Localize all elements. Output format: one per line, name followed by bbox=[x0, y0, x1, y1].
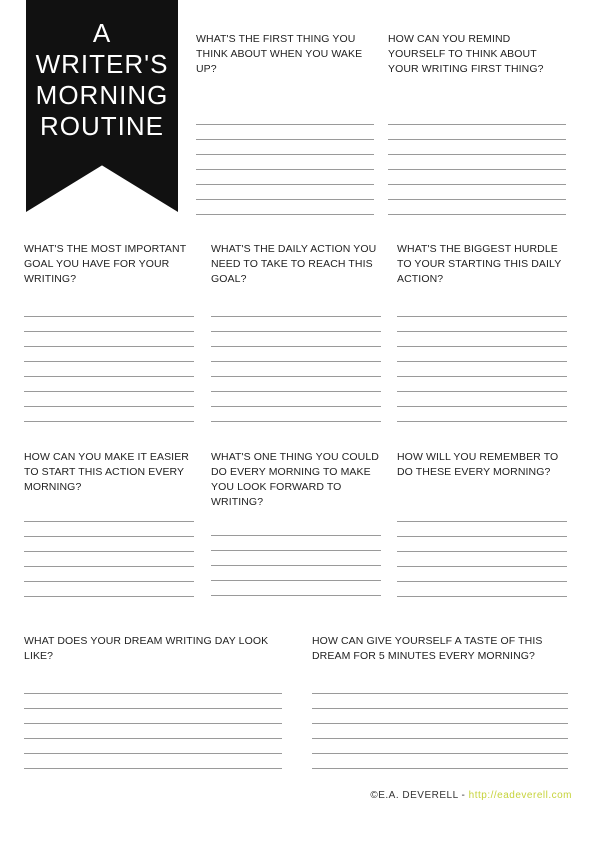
answer-line[interactable] bbox=[24, 582, 194, 597]
page-title: A WRITER'S MORNING ROUTINE bbox=[35, 18, 169, 141]
answer-line[interactable] bbox=[24, 709, 282, 724]
answer-line[interactable] bbox=[211, 551, 381, 566]
question-block bbox=[397, 450, 567, 610]
answer-line[interactable] bbox=[397, 522, 567, 537]
answer-line[interactable] bbox=[388, 200, 566, 215]
answer-line[interactable] bbox=[397, 567, 567, 582]
answer-lines[interactable] bbox=[24, 302, 194, 422]
answer-lines[interactable] bbox=[24, 507, 194, 597]
answer-line[interactable] bbox=[211, 392, 381, 407]
answer-line[interactable] bbox=[24, 537, 194, 552]
question-block bbox=[24, 634, 282, 774]
answer-line[interactable] bbox=[24, 347, 194, 362]
answer-line[interactable] bbox=[397, 507, 567, 522]
answer-line[interactable] bbox=[211, 521, 381, 536]
answer-line[interactable] bbox=[312, 694, 568, 709]
question-block bbox=[196, 32, 374, 217]
answer-line[interactable] bbox=[211, 566, 381, 581]
answer-line[interactable] bbox=[397, 582, 567, 597]
question-text: HOW CAN YOU REMIND YOURSELF TO THINK ABOUT YOUR WRITING FIRST THING? bbox=[388, 33, 544, 75]
answer-line[interactable] bbox=[312, 739, 568, 754]
answer-line[interactable] bbox=[397, 332, 567, 347]
answer-line[interactable] bbox=[24, 724, 282, 739]
footer-credit bbox=[370, 790, 572, 801]
answer-lines[interactable] bbox=[196, 110, 374, 215]
answer-lines[interactable] bbox=[397, 302, 567, 422]
answer-lines[interactable] bbox=[24, 679, 282, 769]
question-block bbox=[388, 32, 566, 217]
answer-line[interactable] bbox=[211, 407, 381, 422]
question-text: HOW CAN GIVE YOURSELF A TASTE OF THIS DREAM FOR 5 MINUTES EVERY MORNING? bbox=[312, 635, 543, 662]
answer-line[interactable] bbox=[388, 185, 566, 200]
answer-line[interactable] bbox=[211, 332, 381, 347]
question-block bbox=[24, 242, 194, 427]
answer-line[interactable] bbox=[312, 754, 568, 769]
answer-line[interactable] bbox=[196, 170, 374, 185]
answer-line[interactable] bbox=[388, 170, 566, 185]
answer-line[interactable] bbox=[196, 110, 374, 125]
question-text: WHAT'S THE FIRST THING YOU THINK ABOUT WHEN YOU WAKE UP? bbox=[196, 33, 363, 75]
website-link[interactable]: http://eadeverell.com bbox=[468, 790, 572, 801]
answer-line[interactable] bbox=[397, 347, 567, 362]
question-text: HOW WILL YOU REMEMBER TO DO THESE EVERY MORNING? bbox=[397, 451, 559, 478]
answer-lines[interactable] bbox=[211, 302, 381, 422]
answer-line[interactable] bbox=[24, 679, 282, 694]
answer-lines[interactable] bbox=[211, 521, 381, 596]
answer-line[interactable] bbox=[397, 362, 567, 377]
question-text: WHAT'S THE BIGGEST HURDLE TO YOUR STARTING THIS DAILY ACTION? bbox=[397, 243, 562, 285]
answer-line[interactable] bbox=[24, 362, 194, 377]
question-text: WHAT'S THE DAILY ACTION YOU NEED TO TAKE TO REACH THIS GOAL? bbox=[211, 243, 377, 285]
answer-line[interactable] bbox=[312, 709, 568, 724]
answer-lines[interactable] bbox=[388, 110, 566, 215]
answer-line[interactable] bbox=[24, 377, 194, 392]
answer-line[interactable] bbox=[211, 581, 381, 596]
answer-line[interactable] bbox=[24, 332, 194, 347]
answer-line[interactable] bbox=[211, 347, 381, 362]
answer-line[interactable] bbox=[388, 110, 566, 125]
answer-line[interactable] bbox=[24, 739, 282, 754]
answer-line[interactable] bbox=[24, 302, 194, 317]
answer-line[interactable] bbox=[211, 377, 381, 392]
answer-line[interactable] bbox=[211, 302, 381, 317]
answer-line[interactable] bbox=[388, 140, 566, 155]
answer-line[interactable] bbox=[388, 155, 566, 170]
answer-line[interactable] bbox=[211, 536, 381, 551]
answer-line[interactable] bbox=[24, 507, 194, 522]
answer-line[interactable] bbox=[196, 200, 374, 215]
answer-lines[interactable] bbox=[397, 507, 567, 597]
answer-line[interactable] bbox=[397, 407, 567, 422]
question-block bbox=[24, 450, 194, 610]
answer-line[interactable] bbox=[24, 407, 194, 422]
answer-line[interactable] bbox=[196, 185, 374, 200]
footer-separator: - bbox=[458, 790, 469, 801]
question-text: HOW CAN YOU MAKE IT EASIER TO START THIS ACTION EVERY MORNING? bbox=[24, 451, 189, 493]
question-text: WHAT'S THE MOST IMPORTANT GOAL YOU HAVE FOR YOUR WRITING? bbox=[24, 243, 187, 285]
answer-lines[interactable] bbox=[312, 679, 568, 769]
question-text: WHAT'S ONE THING YOU COULD DO EVERY MORNING TO MAKE YOU LOOK FORWARD TO WRITING? bbox=[211, 451, 379, 508]
answer-line[interactable] bbox=[196, 155, 374, 170]
copyright-text: ©E.A. DEVERELL bbox=[370, 790, 459, 801]
answer-line[interactable] bbox=[397, 552, 567, 567]
question-block bbox=[312, 634, 568, 774]
question-block bbox=[211, 242, 381, 427]
answer-line[interactable] bbox=[211, 317, 381, 332]
answer-line[interactable] bbox=[24, 754, 282, 769]
answer-line[interactable] bbox=[24, 522, 194, 537]
answer-line[interactable] bbox=[397, 537, 567, 552]
answer-line[interactable] bbox=[397, 302, 567, 317]
answer-line[interactable] bbox=[397, 317, 567, 332]
answer-line[interactable] bbox=[24, 552, 194, 567]
answer-line[interactable] bbox=[24, 317, 194, 332]
answer-line[interactable] bbox=[24, 567, 194, 582]
answer-line[interactable] bbox=[397, 392, 567, 407]
question-block bbox=[211, 450, 381, 610]
answer-line[interactable] bbox=[312, 724, 568, 739]
answer-line[interactable] bbox=[388, 125, 566, 140]
answer-line[interactable] bbox=[24, 392, 194, 407]
answer-line[interactable] bbox=[24, 694, 282, 709]
question-text: WHAT DOES YOUR DREAM WRITING DAY LOOK LIKE? bbox=[24, 635, 269, 662]
question-block bbox=[397, 242, 567, 427]
answer-line[interactable] bbox=[196, 140, 374, 155]
answer-line[interactable] bbox=[312, 679, 568, 694]
answer-line[interactable] bbox=[196, 125, 374, 140]
answer-line[interactable] bbox=[211, 362, 381, 377]
answer-line[interactable] bbox=[397, 377, 567, 392]
